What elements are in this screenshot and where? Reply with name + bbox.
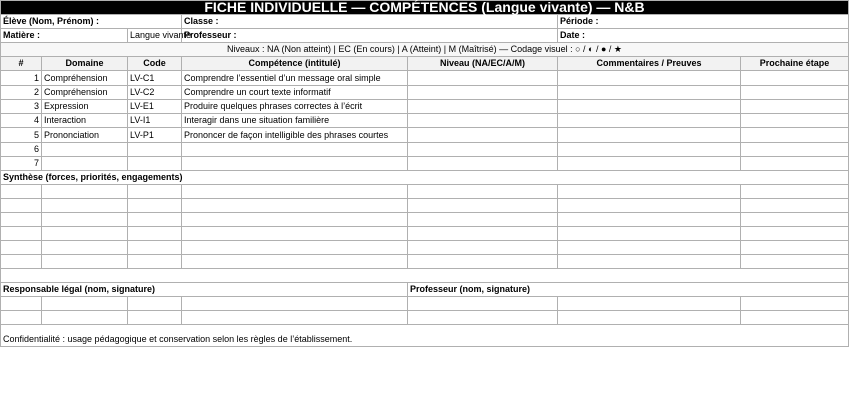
confidentiality-footer: Confidentialité : usage pédagogique et conservation selon les règles de l’établissement.	[1, 325, 849, 347]
col-header-num: #	[1, 57, 42, 71]
table-row	[1, 86, 849, 100]
matiere-label[interactable]: Matière :	[1, 29, 128, 43]
row-commentaires-cell[interactable]	[558, 71, 741, 86]
table-row	[1, 100, 849, 114]
row-etape-cell[interactable]	[741, 71, 849, 86]
row-competence[interactable]	[182, 143, 408, 157]
col-header-commentaires: Commentaires / Preuves	[558, 57, 741, 71]
synthese-row[interactable]	[1, 213, 849, 227]
row-commentaires-cell[interactable]	[558, 100, 741, 114]
row-code[interactable]: LV-C1	[128, 71, 182, 86]
col-header-competence: Compétence (intitulé)	[182, 57, 408, 71]
row-code[interactable]	[128, 157, 182, 171]
row-niveau-cell[interactable]	[408, 157, 558, 171]
row-commentaires-cell[interactable]	[558, 128, 741, 143]
periode-label[interactable]: Période :	[558, 15, 849, 29]
row-etape-cell[interactable]	[741, 157, 849, 171]
professeur-signature-label: Professeur (nom, signature)	[408, 283, 849, 297]
row-domaine[interactable]: Expression	[42, 100, 128, 114]
synthese-row[interactable]	[1, 241, 849, 255]
row-commentaires-cell[interactable]	[558, 114, 741, 128]
signature-row[interactable]	[1, 297, 849, 311]
table-row	[1, 143, 849, 157]
synthese-row[interactable]	[1, 255, 849, 269]
professeur-label[interactable]: Professeur :	[182, 29, 558, 43]
row-domaine[interactable]: Interaction	[42, 114, 128, 128]
row-etape-cell[interactable]	[741, 86, 849, 100]
signature-row[interactable]	[1, 311, 849, 325]
synthese-label: Synthèse (forces, priorités, engagements)	[1, 171, 849, 185]
table-row	[1, 128, 849, 143]
col-header-domaine: Domaine	[42, 57, 128, 71]
synthese-row[interactable]	[1, 199, 849, 213]
col-header-code: Code	[128, 57, 182, 71]
form-title: FICHE INDIVIDUELLE — COMPÉTENCES (Langue vivante) — N&B	[1, 1, 849, 15]
table-header-row	[1, 57, 849, 71]
row-num: 6	[1, 143, 42, 157]
eleve-label[interactable]: Élève (Nom, Prénom) :	[1, 15, 182, 29]
row-competence[interactable]: Comprendre un court texte informatif	[182, 86, 408, 100]
row-commentaires-cell[interactable]	[558, 143, 741, 157]
row-etape-cell[interactable]	[741, 128, 849, 143]
row-domaine[interactable]: Compréhension	[42, 71, 128, 86]
row-num: 5	[1, 128, 42, 143]
synthese-row[interactable]	[1, 185, 849, 199]
row-commentaires-cell[interactable]	[558, 86, 741, 100]
row-etape-cell[interactable]	[741, 114, 849, 128]
row-code[interactable]: LV-E1	[128, 100, 182, 114]
table-row	[1, 157, 849, 171]
spacer-row	[1, 269, 849, 283]
col-header-niveau: Niveau (NA/EC/A/M)	[408, 57, 558, 71]
row-code[interactable]: LV-I1	[128, 114, 182, 128]
row-num: 3	[1, 100, 42, 114]
row-num: 4	[1, 114, 42, 128]
table-row	[1, 71, 849, 86]
row-niveau-cell[interactable]	[408, 71, 558, 86]
row-domaine[interactable]: Compréhension	[42, 86, 128, 100]
row-commentaires-cell[interactable]	[558, 157, 741, 171]
synthese-row[interactable]	[1, 227, 849, 241]
row-competence[interactable]: Prononcer de façon intelligible des phrases courtes	[182, 128, 408, 143]
row-num: 7	[1, 157, 42, 171]
row-domaine[interactable]	[42, 157, 128, 171]
col-header-etape: Prochaine étape	[741, 57, 849, 71]
row-niveau-cell[interactable]	[408, 114, 558, 128]
responsable-label: Responsable légal (nom, signature)	[1, 283, 408, 297]
row-domaine[interactable]: Prononciation	[42, 128, 128, 143]
date-label[interactable]: Date :	[558, 29, 849, 43]
row-etape-cell[interactable]	[741, 100, 849, 114]
row-competence[interactable]: Interagir dans une situation familière	[182, 114, 408, 128]
row-niveau-cell[interactable]	[408, 128, 558, 143]
row-niveau-cell[interactable]	[408, 100, 558, 114]
row-competence[interactable]: Comprendre l’essentiel d’un message oral simple	[182, 71, 408, 86]
row-code[interactable]	[128, 143, 182, 157]
table-row	[1, 114, 849, 128]
row-competence[interactable]	[182, 157, 408, 171]
classe-label[interactable]: Classe :	[182, 15, 558, 29]
row-competence[interactable]: Produire quelques phrases correctes à l’écrit	[182, 100, 408, 114]
levels-legend: Niveaux : NA (Non atteint) | EC (En cours) | A (Atteint) | M (Maîtrisé) — Codage visuel : ○ / ◐ / ● / ★	[1, 43, 849, 57]
row-niveau-cell[interactable]	[408, 143, 558, 157]
matiere-value[interactable]: Langue vivante	[128, 29, 182, 43]
row-code[interactable]: LV-P1	[128, 128, 182, 143]
row-niveau-cell[interactable]	[408, 86, 558, 100]
row-etape-cell[interactable]	[741, 143, 849, 157]
row-num: 1	[1, 71, 42, 86]
row-code[interactable]: LV-C2	[128, 86, 182, 100]
row-domaine[interactable]	[42, 143, 128, 157]
row-num: 2	[1, 86, 42, 100]
